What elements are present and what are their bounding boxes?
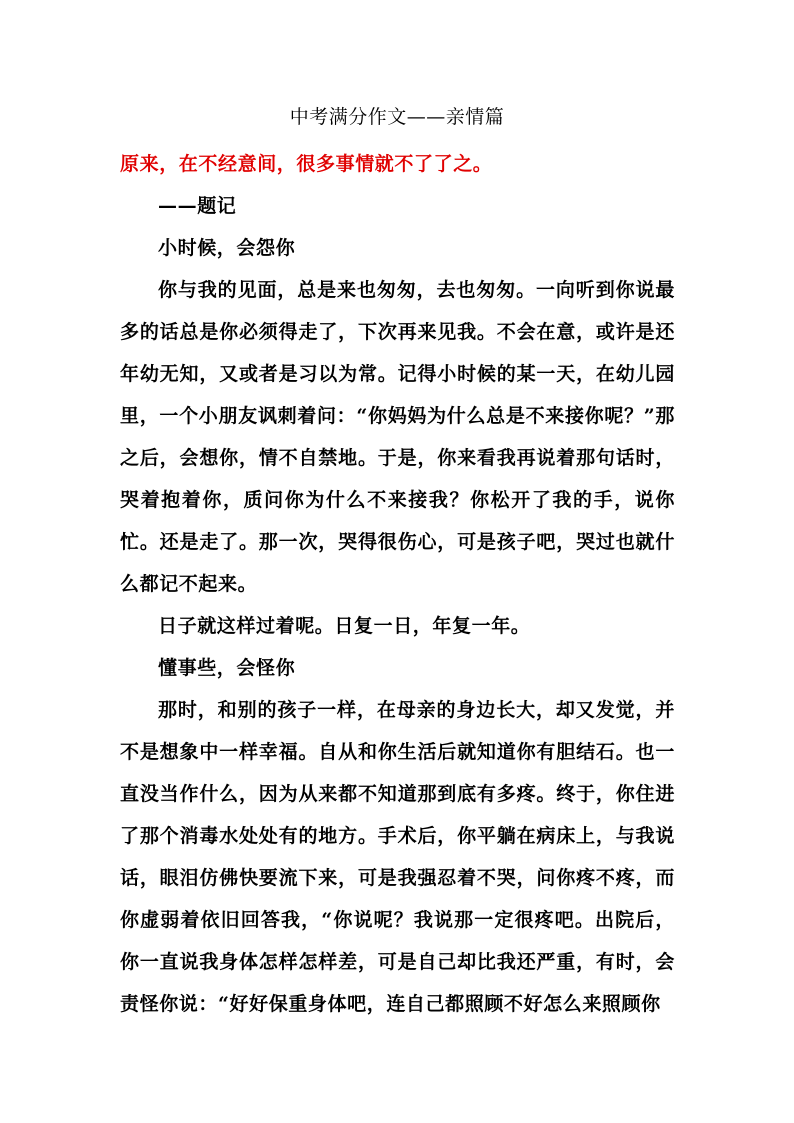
document-title: 中考满分作文——亲情篇 <box>289 106 505 128</box>
paragraph: 你与我的见面，总是来也匆匆，去也匆匆。一向听到你说最多的话总是你必须得走了，下次再来见我。不会在意，或许是还年幼无知，又或者是习以为常。记得小时候的某一天，在幼儿园里，一个小朋友讽刺着问：“你妈妈为什么总是不来接你呢？”那之后，会想你，情不自禁地。于是，你来看我再说着那句话时，哭着抱着你，质问你为什么不来接我？你松开了我的手，说你忙。还是走了。那一次，哭得很伤心，可是孩子吧，哭过也就什么都记不起来。 <box>120 279 675 595</box>
epigraph: 原来，在不经意间，很多事情就不了了之。 <box>120 153 493 175</box>
section-heading-growing-up: 懂事些，会怪你 <box>158 657 296 679</box>
section-heading-childhood: 小时候，会怨你 <box>158 237 296 259</box>
paragraph: 那时，和别的孩子一样，在母亲的身边长大，却又发觉，并不是想象中一样幸福。自从和你生活后就知道你有胆结石。也一直没当作什么，因为从来都不知道那到底有多疼。终于，你住进了那个消毒水处处有的地方。手术后，你平躺在病床上，与我说话，眼泪仿佛快要流下来，可是我强忍着不哭，问你疼不疼，而你虚弱着依旧回答我，“你说呢？我说那一定很疼吧。出院后，你一直说我身体怎样怎样差，可是自己却比我还严重，有时，会责怪你说：“好好保重身体吧，连自己都照顾不好怎么来照顾你 <box>120 699 675 1015</box>
document-body <box>120 143 675 1025</box>
epigraph-attribution: ——题记 <box>158 195 237 217</box>
paragraph: 日子就这样过着呢。日复一日，年复一年。 <box>158 615 531 637</box>
